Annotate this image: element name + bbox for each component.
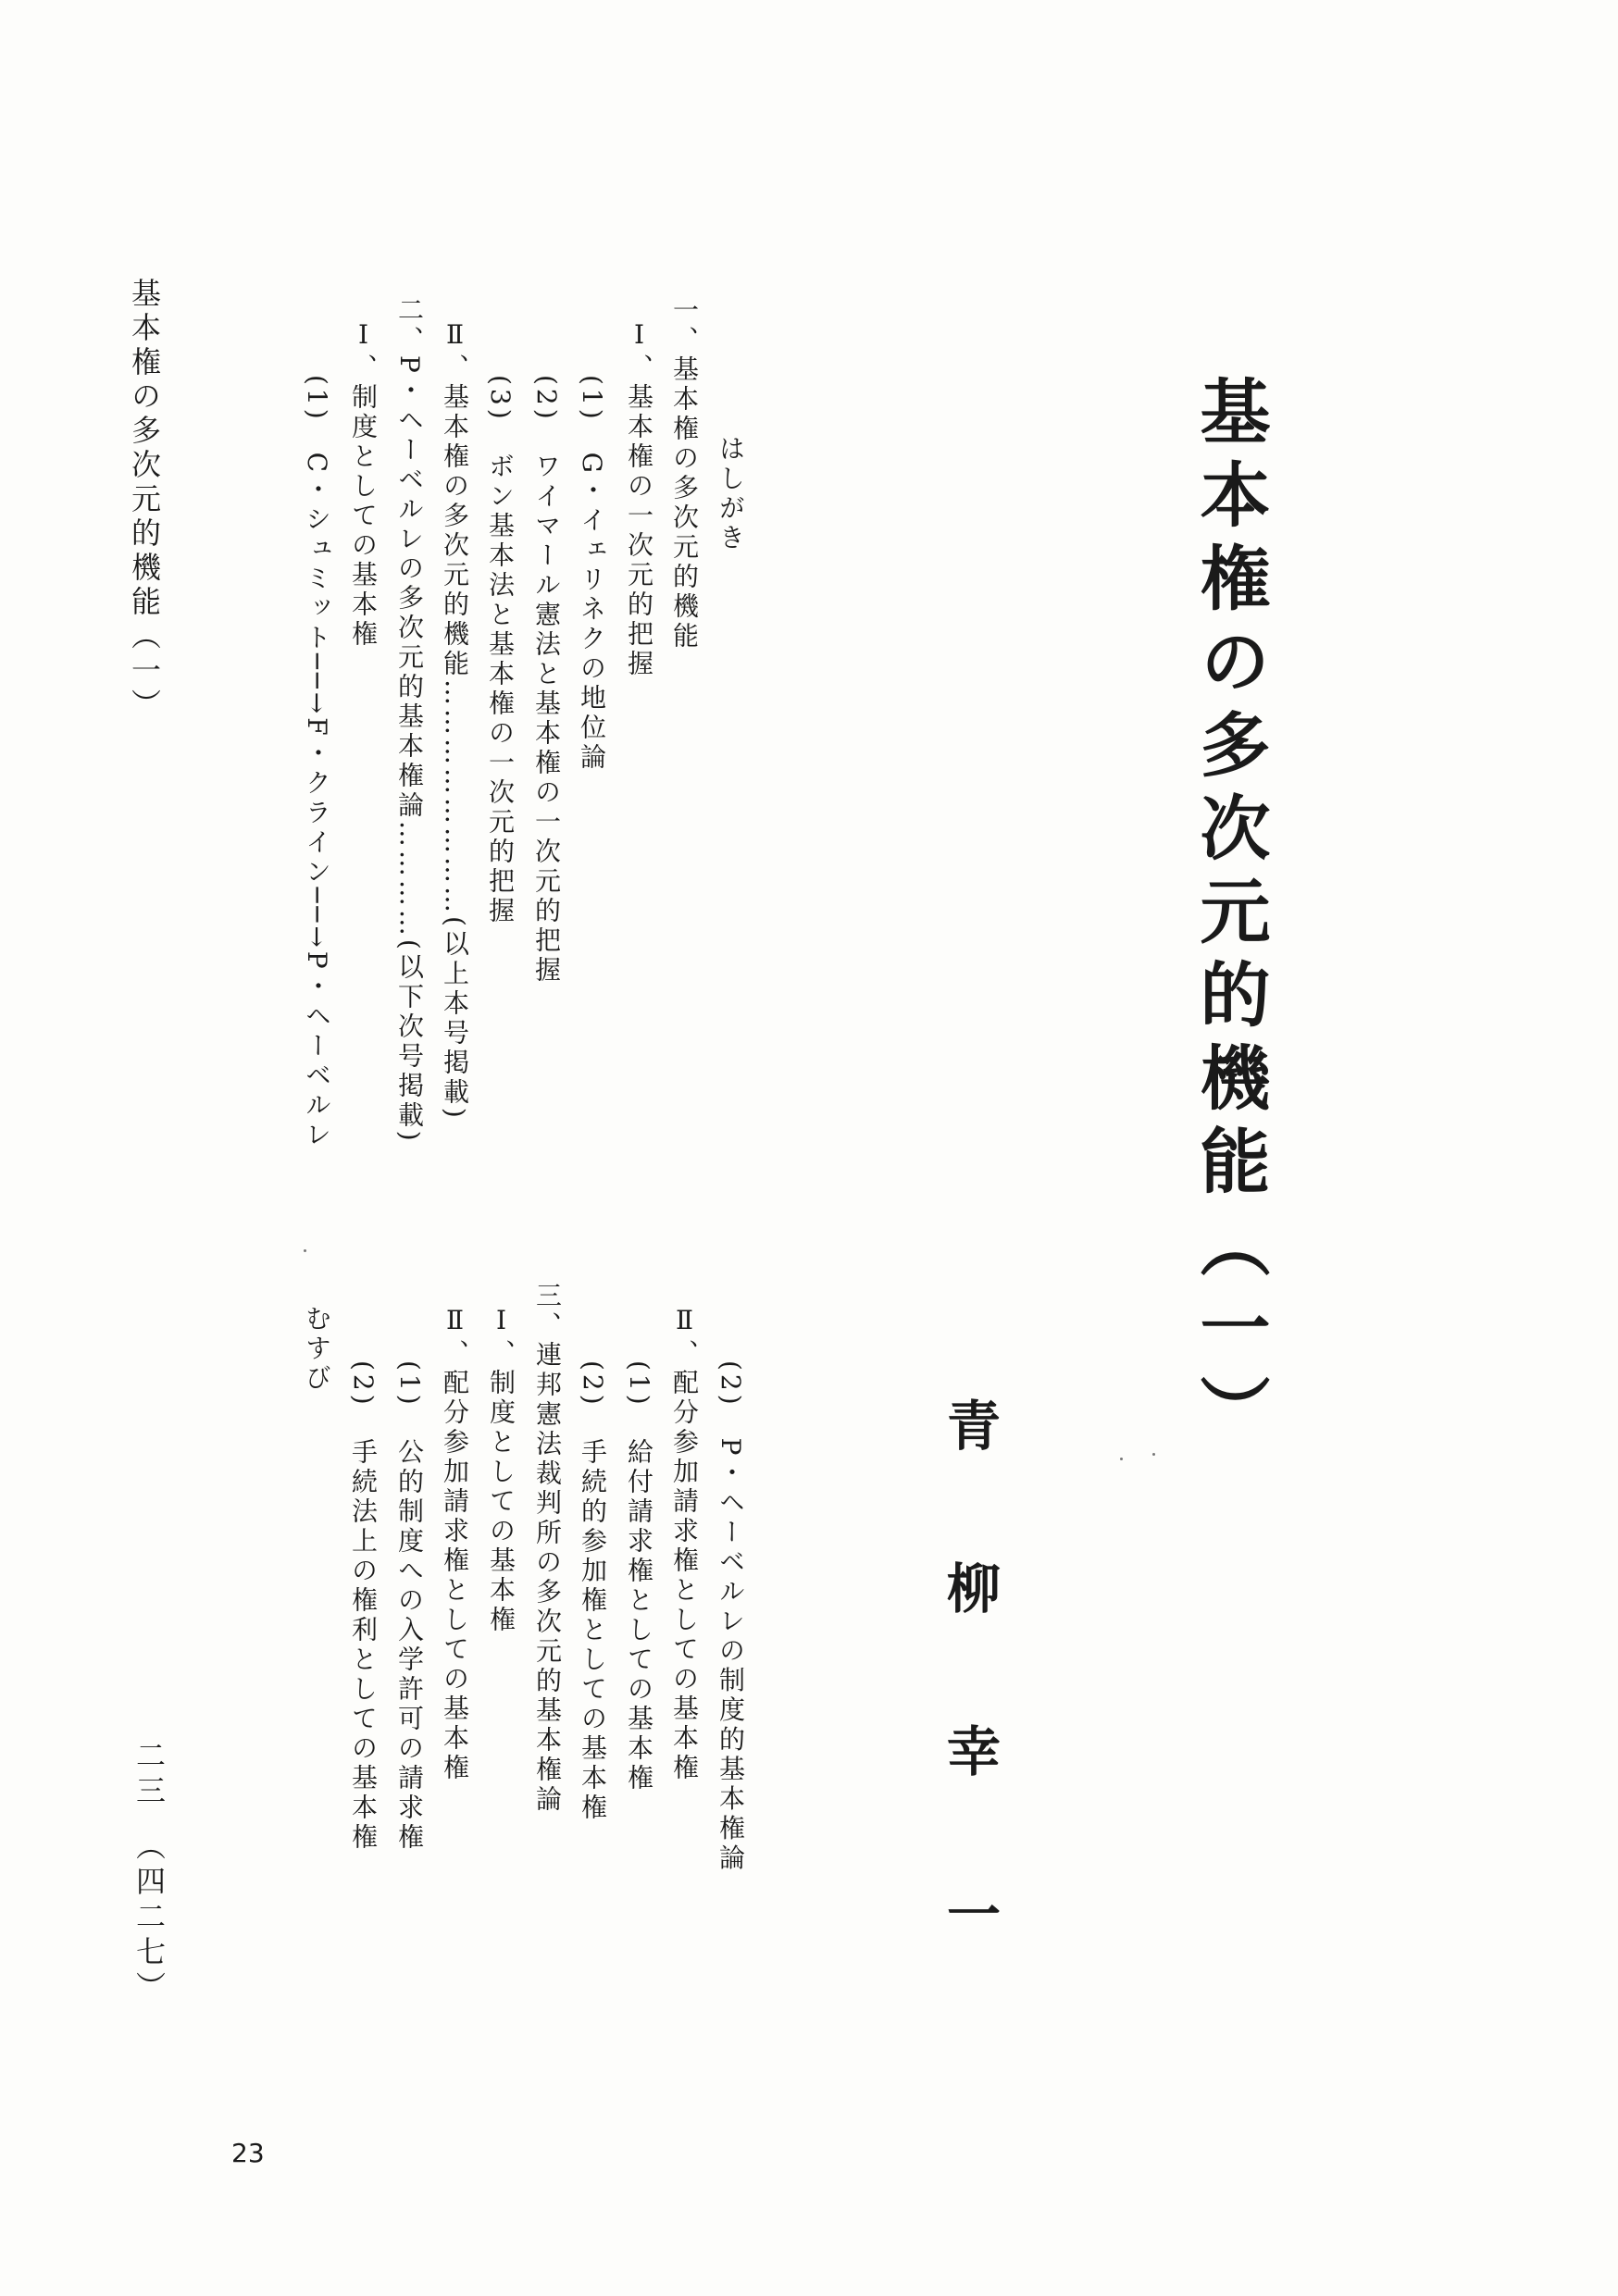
toc-line: (3) ボン基本法と基本権の一次元的把握 xyxy=(485,375,516,926)
toc-line: 三、連邦憲法裁判所の多次元的基本権論 xyxy=(532,1282,563,1815)
article-title: 基本権の多次元的機能（一） xyxy=(1189,375,1271,1458)
toc-line: (1) C・シュミット──→F・クライン──→P・ヘーベルレ xyxy=(302,375,332,1150)
toc-line: Ⅱ、配分参加請求権としての基本権 xyxy=(440,1305,470,1783)
toc-line: Ⅰ、制度としての基本権 xyxy=(486,1305,517,1635)
toc-line: 一、基本権の多次元的機能 xyxy=(669,296,700,652)
toc-line: 二、P・ヘーベルレの多次元的基本権論…………(以下次号掲載) xyxy=(394,296,425,1145)
scan-speck xyxy=(1152,1453,1155,1456)
toc-line: Ⅱ、基本権の多次元的機能……………………(以上本号掲載) xyxy=(440,319,470,1122)
toc-line: (2) P・ヘーベルレの制度的基本権論 xyxy=(716,1360,746,1874)
toc-line: (1) 給付請求権としての基本権 xyxy=(624,1360,654,1793)
scan-speck xyxy=(304,1249,306,1252)
page-number-kanji: 二三 （四二七） xyxy=(131,1740,167,2006)
toc-line: はしがき xyxy=(716,435,746,553)
toc-line: (1) 公的制度への入学許可の請求権 xyxy=(394,1360,425,1853)
running-head: 基本権の多次元的機能（一） xyxy=(127,278,162,723)
scan-speck xyxy=(1120,1458,1123,1460)
toc-line: Ⅰ、基本権の一次元的把握 xyxy=(624,319,654,679)
toc-line: (2) ワイマール憲法と基本権の一次元的把握 xyxy=(531,375,562,986)
toc-line: (2) 手続的参加権としての基本権 xyxy=(578,1360,608,1823)
toc-line: Ⅰ、制度としての基本権 xyxy=(348,319,379,650)
toc-line: Ⅱ、配分参加請求権としての基本権 xyxy=(669,1305,700,1783)
toc-line: むすび xyxy=(302,1305,332,1394)
author-name: 青柳幸一 xyxy=(938,1397,1001,2049)
page-number: 23 xyxy=(231,2138,265,2168)
toc-line: (1) G・イェリネクの地位論 xyxy=(577,375,607,774)
toc-line: (2) 手続法上の権利としての基本権 xyxy=(348,1360,379,1853)
